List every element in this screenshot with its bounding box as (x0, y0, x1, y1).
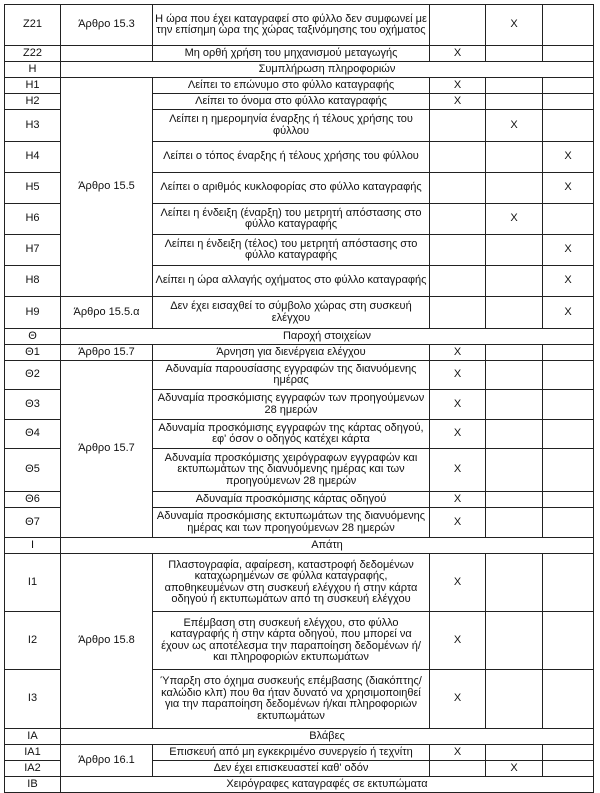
row-code: H9 (5, 297, 61, 329)
row-article: Άρθρο 15.5 (61, 78, 153, 297)
row-mark-col3 (543, 670, 594, 729)
row-description: Αδυναμία προσκόμισης χειρόγραφων εγγραφών και εκτυπωμάτων της διανυόμενης ημέρας και των προηγούμενων 28 ημερών (153, 449, 430, 492)
row-code: I3 (5, 670, 61, 729)
row-mark-col2 (486, 345, 543, 361)
row-mark-col1 (430, 761, 486, 777)
row-description: Λείπει το όνομα στο φύλλο καταγραφής (153, 94, 430, 110)
row-mark-col3: X (543, 266, 594, 297)
row-mark-col1: X (430, 46, 486, 62)
row-mark-col3 (543, 554, 594, 612)
row-code: H4 (5, 142, 61, 173)
row-mark-col3 (543, 761, 594, 777)
section-row (5, 729, 594, 745)
row-code: H1 (5, 78, 61, 94)
row-mark-col2: X (486, 110, 543, 142)
row-code: Θ2 (5, 361, 61, 390)
row-mark-col3 (543, 508, 594, 538)
section-code: H (5, 62, 61, 78)
row-article: Άρθρο 15.7 (61, 345, 153, 361)
row-description: Μη ορθή χρήση του μηχανισμού μεταγωγής (153, 46, 430, 62)
row-mark-col1 (430, 142, 486, 173)
section-title: Συμπλήρωση πληροφοριών (61, 62, 594, 78)
row-mark-col2 (486, 297, 543, 329)
row-article: Άρθρο 15.7 (61, 361, 153, 538)
row-mark-col2 (486, 235, 543, 266)
row-mark-col1: X (430, 390, 486, 420)
section-row (5, 62, 594, 78)
row-mark-col2 (486, 745, 543, 761)
row-code: Θ5 (5, 449, 61, 492)
table-row (5, 554, 594, 612)
table-row (5, 5, 594, 46)
section-title: Παροχή στοιχείων (61, 329, 594, 345)
row-mark-col3 (543, 46, 594, 62)
table-row (5, 345, 594, 361)
row-mark-col2 (486, 361, 543, 390)
row-mark-col2 (486, 554, 543, 612)
row-code: H2 (5, 94, 61, 110)
section-title: Χειρόγραφες καταγραφές σε εκτυπώματα (61, 777, 594, 793)
row-code: I2 (5, 612, 61, 670)
row-mark-col1 (430, 297, 486, 329)
row-mark-col2 (486, 420, 543, 449)
section-row (5, 538, 594, 554)
section-row (5, 777, 594, 793)
row-mark-col1: X (430, 508, 486, 538)
row-description: Δεν έχει επισκευαστεί καθ' οδόν (153, 761, 430, 777)
row-mark-col3: X (543, 297, 594, 329)
row-description: Άρνηση για διενέργεια ελέγχου (153, 345, 430, 361)
section-code: IB (5, 777, 61, 793)
row-mark-col3 (543, 361, 594, 390)
row-mark-col2 (486, 266, 543, 297)
row-mark-col1: X (430, 492, 486, 508)
row-mark-col1 (430, 5, 486, 46)
row-description: Επισκευή από μη εγκεκριμένο συνεργείο ή τεχνίτη (153, 745, 430, 761)
row-article: Άρθρο 16.1 (61, 745, 153, 777)
row-code: Θ4 (5, 420, 61, 449)
row-mark-col2 (486, 670, 543, 729)
row-mark-col2 (486, 492, 543, 508)
row-article: Άρθρο 15.3 (61, 5, 153, 46)
row-description: Ύπαρξη στο όχημα συσκευής επέμβασης (διακόπτης/καλώδιο κλπ) που θα ήταν δυνατό να χρησιμοποιηθεί για την παραποίηση δεδομένων ή/και πληροφοριών εκτυπωμάτων (153, 670, 430, 729)
row-description: Λείπει ο τόπος έναρξης ή τέλους χρήσης του φύλλου (153, 142, 430, 173)
row-mark-col2 (486, 612, 543, 670)
row-description: Αδυναμία προσκόμισης κάρτας οδηγού (153, 492, 430, 508)
row-mark-col1: X (430, 670, 486, 729)
row-mark-col3 (543, 110, 594, 142)
row-mark-col1: X (430, 745, 486, 761)
row-mark-col3: X (543, 173, 594, 204)
row-description: Επέμβαση στη συσκευή ελέγχου, στο φύλλο καταγραφής ή στην κάρτα οδηγού, που μπορεί να έχουν ως αποτέλεσμα την παραποίηση δεδομένων ή/και πληροφοριών εκτυπωμάτων (153, 612, 430, 670)
section-row (5, 329, 594, 345)
table-row (5, 78, 594, 94)
row-code: IA1 (5, 745, 61, 761)
row-mark-col1 (430, 266, 486, 297)
section-code: I (5, 538, 61, 554)
row-mark-col3 (543, 449, 594, 492)
row-description: Αδυναμία προσκόμισης εκτυπωμάτων της διανυόμενης ημέρας και των προηγούμενων 28 ημερών (153, 508, 430, 538)
table-row (5, 361, 594, 390)
row-mark-col3: X (543, 142, 594, 173)
row-code: I1 (5, 554, 61, 612)
row-mark-col3 (543, 420, 594, 449)
row-mark-col2 (486, 449, 543, 492)
row-code: IA2 (5, 761, 61, 777)
row-mark-col2: X (486, 204, 543, 235)
row-article: Άρθρο 15.8 (61, 554, 153, 729)
row-mark-col3 (543, 745, 594, 761)
row-mark-col1 (430, 235, 486, 266)
row-code: H7 (5, 235, 61, 266)
row-description: Αδυναμία παρουσίασης εγγραφών της διανυόμενης ημέρας (153, 361, 430, 390)
row-mark-col1: X (430, 554, 486, 612)
table-row (5, 297, 594, 329)
row-mark-col1: X (430, 612, 486, 670)
row-mark-col3 (543, 390, 594, 420)
row-mark-col2: X (486, 761, 543, 777)
row-description: Πλαστογραφία, αφαίρεση, καταστροφή δεδομένων καταχωρημένων σε φύλλα καταγραφής, αποθηκευμένων στη συσκευή ελέγχου ή στην κάρτα οδηγού ή εκτυπωμάτων από τη συσκευή ελέγχου (153, 554, 430, 612)
row-mark-col2: X (486, 5, 543, 46)
section-title: Βλάβες (61, 729, 594, 745)
row-code: H6 (5, 204, 61, 235)
row-code: Θ7 (5, 508, 61, 538)
row-description: Λείπει η ένδειξη (έναρξη) του μετρητή απόστασης στο φύλλο καταγραφής (153, 204, 430, 235)
row-mark-col3 (543, 345, 594, 361)
row-description: Δεν έχει εισαχθεί το σύμβολο χώρας στη συσκευή ελέγχου (153, 297, 430, 329)
row-description: Αδυναμία προσκόμισης εγγραφών των προηγούμενων 28 ημερών (153, 390, 430, 420)
row-description: Λείπει το επώνυμο στο φύλλο καταγραφής (153, 78, 430, 94)
row-mark-col2 (486, 46, 543, 62)
row-code: H8 (5, 266, 61, 297)
row-mark-col3 (543, 204, 594, 235)
row-mark-col2 (486, 78, 543, 94)
row-mark-col3: X (543, 235, 594, 266)
row-description: Η ώρα που έχει καταγραφεί στο φύλλο δεν συμφωνεί με την επίσημη ώρα της χώρας ταξινόμησης του οχήματος (153, 5, 430, 46)
row-mark-col2 (486, 508, 543, 538)
row-code: Θ1 (5, 345, 61, 361)
row-code: Z21 (5, 5, 61, 46)
row-mark-col1 (430, 173, 486, 204)
row-description: Αδυναμία προσκόμισης εγγραφών της κάρτας οδηγού, εφ' όσον ο οδηγός κατέχει κάρτα (153, 420, 430, 449)
infringements-table (4, 4, 594, 793)
table-row (5, 46, 594, 62)
row-mark-col3 (543, 612, 594, 670)
row-description: Λείπει ο αριθμός κυκλοφορίας στο φύλλο καταγραφής (153, 173, 430, 204)
row-mark-col1: X (430, 94, 486, 110)
row-mark-col2 (486, 390, 543, 420)
row-mark-col1 (430, 110, 486, 142)
row-description: Λείπει η ημερομηνία έναρξης ή τέλους χρήσης του φύλλου (153, 110, 430, 142)
row-mark-col1: X (430, 361, 486, 390)
section-code: Θ (5, 329, 61, 345)
row-mark-col1: X (430, 78, 486, 94)
row-mark-col1: X (430, 449, 486, 492)
row-mark-col1: X (430, 345, 486, 361)
row-description: Λείπει η ένδειξη (τέλος) του μετρητή απόστασης στο φύλλο καταγραφής (153, 235, 430, 266)
row-article (61, 46, 153, 62)
row-mark-col1 (430, 204, 486, 235)
section-code: IA (5, 729, 61, 745)
row-code: H5 (5, 173, 61, 204)
section-title: Απάτη (61, 538, 594, 554)
row-mark-col2 (486, 173, 543, 204)
row-code: H3 (5, 110, 61, 142)
table-row (5, 745, 594, 761)
row-code: Z22 (5, 46, 61, 62)
row-mark-col3 (543, 492, 594, 508)
row-description: Λείπει η ώρα αλλαγής οχήματος στο φύλλο καταγραφής (153, 266, 430, 297)
row-mark-col3 (543, 94, 594, 110)
row-article: Άρθρο 15.5.α (61, 297, 153, 329)
row-code: Θ3 (5, 390, 61, 420)
row-mark-col1: X (430, 420, 486, 449)
row-code: Θ6 (5, 492, 61, 508)
row-mark-col3 (543, 5, 594, 46)
row-mark-col2 (486, 142, 543, 173)
row-mark-col2 (486, 94, 543, 110)
row-mark-col3 (543, 78, 594, 94)
